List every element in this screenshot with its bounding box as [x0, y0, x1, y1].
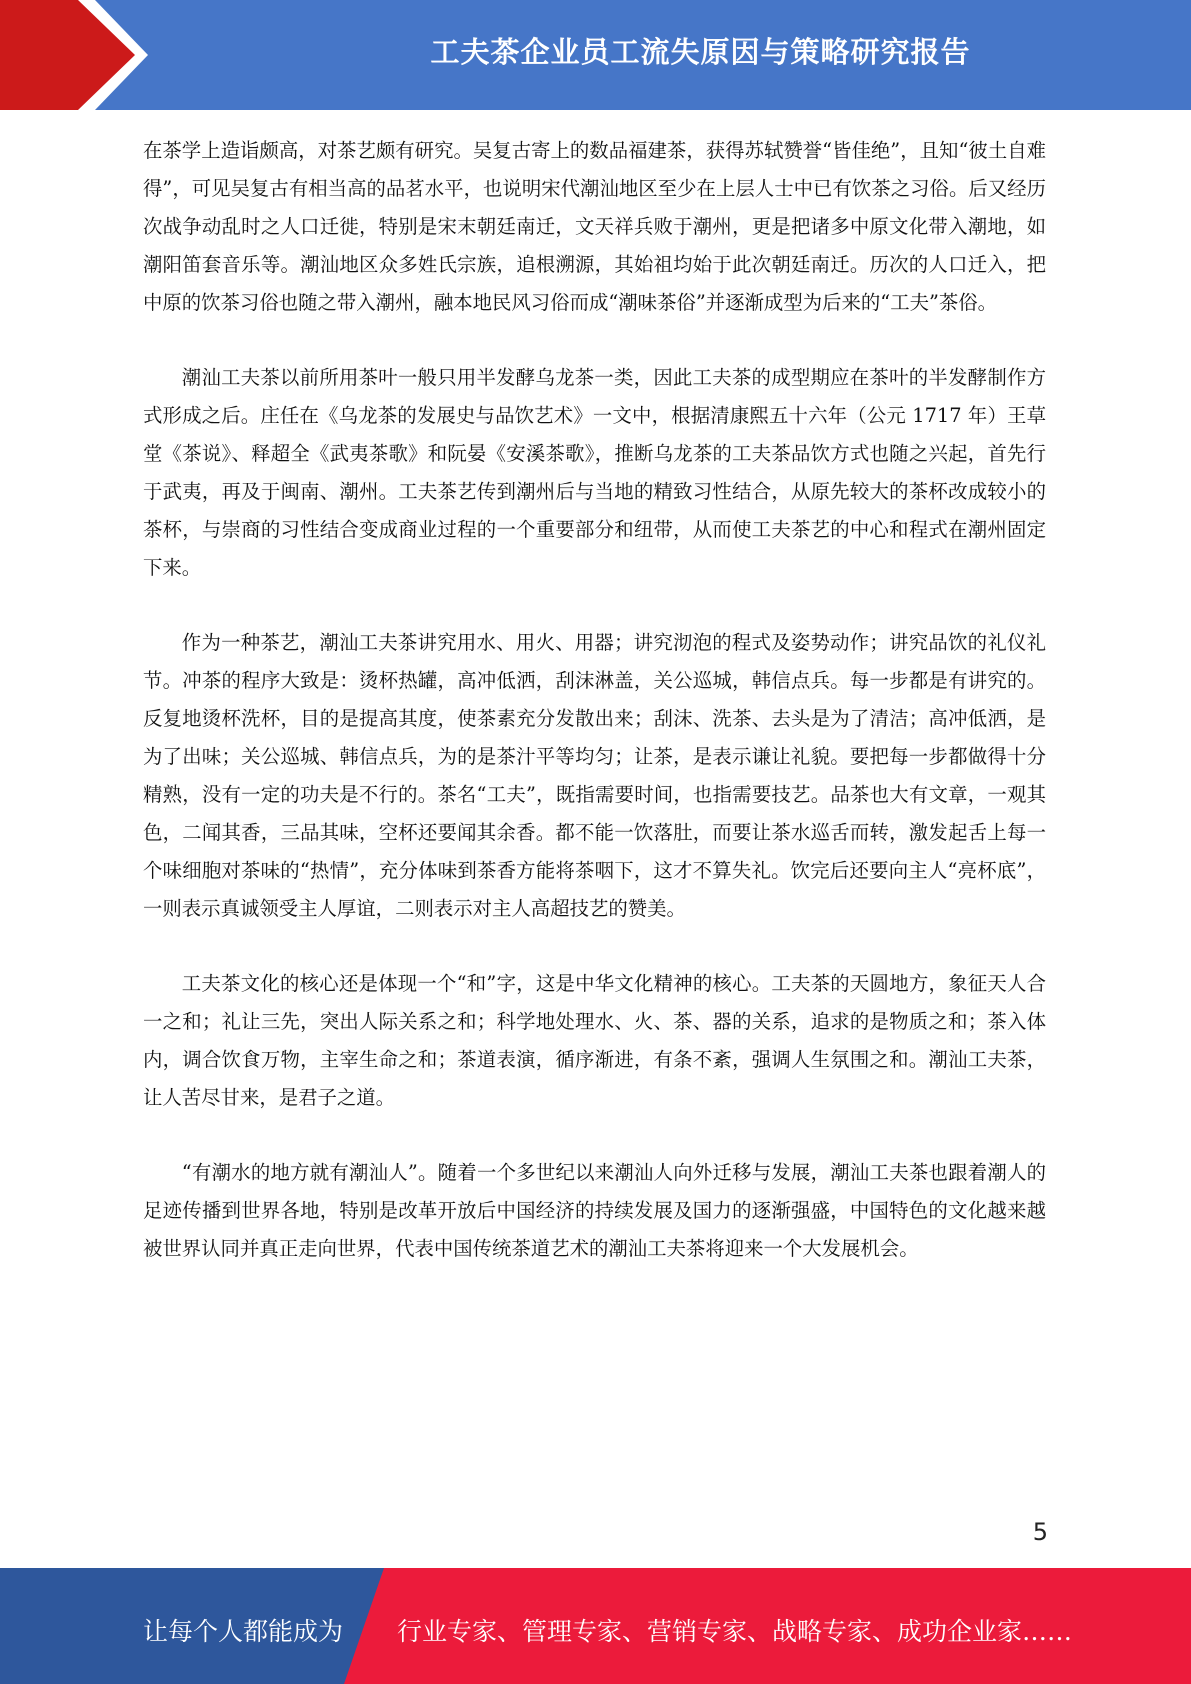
paragraph-3: 作为一种茶艺，潮汕工夫茶讲究用水、用火、用器；讲究沏泡的程式及姿势动作；讲究品饮的礼仪礼节。冲茶的程序大致是：烫杯热罐，高冲低洒，刮沫淋盖，关公巡城，韩信点兵。每一步都是有讲究的。反复地烫杯洗杯，目的是提高其度，使茶素充分发散出来；刮沫、洗茶、去头是为了清洁；高冲低洒，是为了出味；关公巡城、韩信点兵，为的是茶汁平等均匀；让茶，是表示谦让礼貌。要把每一步都做得十分精熟，没有一定的功夫是不行的。茶名“工夫”，既指需要时间，也指需要技艺。品茶也大有文章，一观其色，二闻其香，三品其味，空杯还要闻其余香。都不能一饮落肚，而要让茶水巡舌而转，激发起舌上每一个味细胞对茶味的“热情”，充分体味到茶香方能将茶咽下，这才不算失礼。饮完后还要向主人“亮杯底”，一则表示真诚领受主人厚谊，二则表示对主人高超技艺的赞美。	[143, 631, 1046, 920]
footer-slogan-right: 行业专家、管理专家、营销专家、战略专家、成功企业家……	[397, 1617, 1073, 1646]
paragraph-1: 在茶学上造诣颇高，对茶艺颇有研究。吴复古寄上的数品福建茶，获得苏轼赞誉“皆佳绝”，且知“彼土自难得”，可见吴复古有相当高的品茗水平，也说明宋代潮汕地区至少在上层人士中已有饮茶之习俗。后又经历次战争动乱时之人口迁徙，特别是宋末朝廷南迁，文天祥兵败于潮州，更是把诸多中原文化带入潮地，如潮阳笛套音乐等。潮汕地区众多姓氏宗族，追根溯源，其始祖均始于此次朝廷南迁。历次的人口迁入，把中原的饮茶习俗也随之带入潮州，融本地民风习俗而成“潮味茶俗”并逐渐成型为后来的“工夫”茶俗。	[143, 139, 1046, 314]
chevron-red-arrow	[0, 0, 135, 110]
paragraph-4: 工夫茶文化的核心还是体现一个“和”字，这是中华文化精神的核心。工夫茶的天圆地方，象征天人合一之和；礼让三先，突出人际关系之和；科学地处理水、火、茶、器的关系，追求的是物质之和；茶入体内，调合饮食万物，主宰生命之和；茶道表演，循序渐进，有条不紊，强调人生氛围之和。潮汕工夫茶，让人苦尽甘来，是君子之道。	[143, 972, 1046, 1109]
document-title: 工夫茶企业员工流失原因与策略研究报告	[430, 35, 971, 69]
page-header	[0, 0, 1191, 110]
page-number: 5	[1032, 1518, 1048, 1546]
body-content	[143, 132, 1046, 1305]
page-footer	[0, 1568, 1191, 1684]
paragraph-2: 潮汕工夫茶以前所用茶叶一般只用半发酵乌龙茶一类，因此工夫茶的成型期应在茶叶的半发酵制作方式形成之后。庄任在《乌龙茶的发展史与品饮艺术》一文中，根据清康熙五十六年（公元 1717 年）王草堂《茶说》、释超全《武夷茶歌》和阮晏《安溪茶歌》，推断乌龙茶的工夫茶品饮方式也随之兴起，首先行于武夷，再及于闽南、潮州。工夫茶艺传到潮州后与当地的精致习性结合，从原先较大的茶杯改成较小的茶杯，与崇商的习性结合变成商业过程的一个重要部分和纽带，从而使工夫茶艺的中心和程式在潮州固定下来。	[143, 366, 1046, 579]
paragraph-5: “有潮水的地方就有潮汕人”。随着一个多世纪以来潮汕人向外迁移与发展，潮汕工夫茶也跟着潮人的足迹传播到世界各地，特别是改革开放后中国经济的持续发展及国力的逐渐强盛，中国特色的文化越来越被世界认同并真正走向世界，代表中国传统茶道艺术的潮汕工夫茶将迎来一个大发展机会。	[143, 1161, 1046, 1260]
footer-slogan-left: 让每个人都能成为	[143, 1617, 344, 1646]
